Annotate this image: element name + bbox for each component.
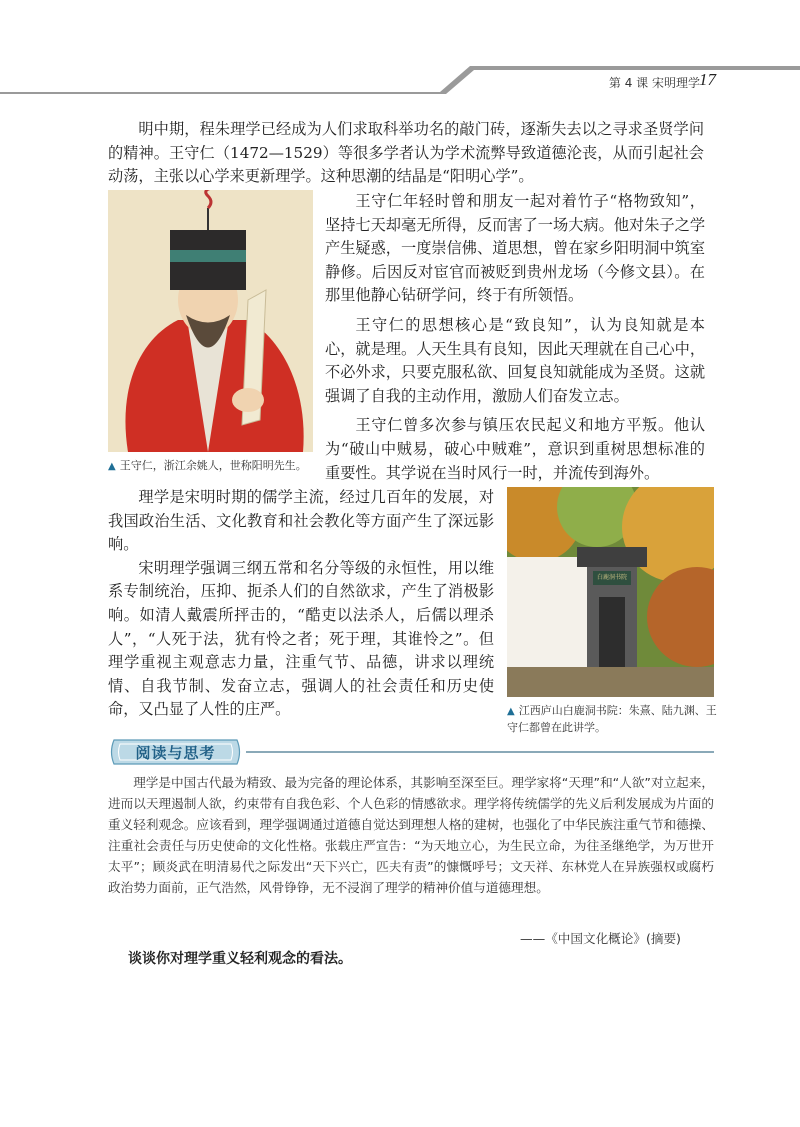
academy-caption-row (507, 703, 717, 736)
reading-divider (246, 751, 714, 753)
wang-text-block (325, 190, 705, 485)
bailudong-academy-photo (507, 487, 714, 697)
wang-paragraph: 王守仁年轻时曾和朋友一起对着竹子“格物致知”，坚持七天却毫无所得，反而害了一场大病。他对朱子之学产生疑惑，一度崇信佛、道思想，曾在家乡阳明洞中筑室静修。后因反对宦官而被贬到贵州龙场（今修文县）。在那里他静心钻研学问，终于有所领悟。 (325, 192, 705, 305)
caption-triangle-icon: ▲ (507, 706, 515, 717)
academy-sign: 白鹿洞书院 (596, 574, 627, 581)
wang-paragraph: 王守仁曾多次参与镇压农民起义和地方平叛。他认为“破山中贼易，破心中贼难”，意识到重树思想标准的重要性。其学说在当时风行一时，并流传到海外。 (325, 416, 705, 482)
portrait-caption-row (108, 458, 318, 475)
reading-text: 理学是中国古代最为精致、最为完备的理论体系，其影响至深至巨。理学家将“天理”和“人欲”对立起来，进而以天理遏制人欲，约束带有自我色彩、个人色彩的情感欲求。理学将传统儒学的先义后利发展成为片面的重义轻利观念。应该看到，理学强调通过道德自觉达到理想人格的建树，也强化了中华民族注重气节和德操、注重社会责任与历史使命的文化性格。张载庄严宣告：“为天地立心，为生民立命，为往圣继绝学，为万世开太平”；顾炎武在明清易代之际发出“天下兴亡，匹夫有责”的慷慨呼号；文天祥、东林党人在异族强权或腐朽政治势力面前，正气浩然，风骨铮铮，无不浸润了理学的精神价值与道德理想。 (108, 775, 714, 895)
lesson-title: 第 4 课 宋明理学 (608, 76, 700, 90)
lixue-paragraph: 宋明理学强调三纲五常和名分等级的永恒性，用以维系专制统治，压抑、扼杀人们的自然欲求，产生了消极影响。如清人戴震所抨击的，“酷吏以法杀人，后儒以理杀人”，“人死于法，犹有怜之者；死于理，其谁怜之”。但理学重视主观意志力量，注重气节、品德，讲求以理统情、自我节制、发奋立志，强调人的社会责任和历史使命，又凸显了人性的庄严。 (108, 558, 494, 719)
lixue-paragraph: 理学是宋明时期的儒学主流，经过几百年的发展，对我国政治生活、文化教育和社会教化等方面产生了深远影响。 (108, 488, 494, 554)
portrait-caption: 王守仁，浙江余姚人，世称阳明先生。 (119, 459, 307, 472)
reading-title: 阅读与思考 (135, 744, 216, 762)
caption-triangle-icon: ▲ (108, 461, 116, 472)
page-number: 17 (699, 70, 716, 89)
academy-caption: 江西庐山白鹿洞书院：朱熹、陆九渊、王守仁都曾在此讲学。 (507, 704, 717, 734)
reading-source: ——《中国文化概论》(摘要) (520, 931, 681, 946)
discussion-question: 谈谈你对理学重义轻利观念的看法。 (128, 951, 352, 967)
reading-badge (108, 738, 243, 766)
intro-paragraph: 明中期，程朱理学已经成为人们求取科举功名的敲门砖，逐渐失去以之寻求圣贤学问的精神。王守仁（1472—1529）等很多学者认为学术流弊导致道德沦丧，从而引起社会动荡，主张以心学来更新理学。这种思潮的结晶是“阳明心学”。 (108, 120, 704, 186)
lixue-text-block (108, 486, 494, 722)
wang-paragraph: 王守仁的思想核心是“致良知”，认为良知就是本心，就是理。人天生具有良知，因此天理就在自己心中，不必外求，只要克服私欲、回复良知就能成为圣贤。这就强调了自我的主动作用，激励人们奋发立志。 (325, 315, 705, 405)
wang-shouren-portrait (108, 190, 313, 452)
